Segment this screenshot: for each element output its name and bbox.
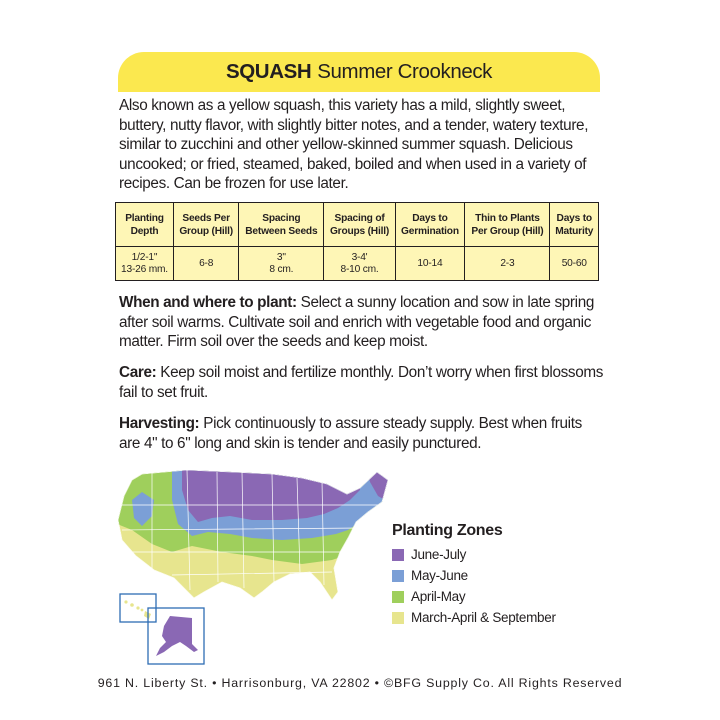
care-section bbox=[119, 363, 605, 402]
crop-name: SQUASH bbox=[225, 60, 312, 83]
footer-address: 961 N. Liberty St. • Harrisonburg, VA 22802 • ©BFG Supply Co. All Rights Reserved bbox=[97, 676, 623, 690]
care-text: Keep soil moist and fertilize monthly. Don’t worry when first blossoms fail to set fruit. bbox=[119, 364, 604, 401]
title-band bbox=[118, 52, 600, 92]
header-days-to-maturity: Days to Maturity bbox=[550, 203, 599, 247]
legend-item bbox=[392, 607, 556, 628]
when-where-heading: When and where to plant: bbox=[119, 294, 297, 311]
legend-label: April-May bbox=[411, 589, 466, 604]
harvesting-heading: Harvesting: bbox=[119, 415, 200, 432]
header-thin-to-plants: Thin to Plants Per Group (Hill) bbox=[465, 203, 550, 247]
zone-swatch bbox=[392, 549, 404, 561]
header-spacing-of-groups: Spacing of Groups (Hill) bbox=[324, 203, 395, 247]
legend-label: June-July bbox=[411, 547, 467, 562]
care-heading: Care: bbox=[119, 364, 157, 381]
value-seeds-per-group: 6-8 bbox=[174, 247, 239, 281]
hawaii-islands bbox=[124, 600, 151, 619]
header-days-to-germination: Days to Germination bbox=[395, 203, 465, 247]
value-planting-depth: 1/2-1" 13-26 mm. bbox=[116, 247, 174, 281]
when-where-to-plant bbox=[119, 293, 605, 352]
header-seeds-per-group: Seeds Per Group (Hill) bbox=[174, 203, 239, 247]
zone-swatch bbox=[392, 591, 404, 603]
header-spacing-between-seeds: Spacing Between Seeds bbox=[239, 203, 324, 247]
zone-swatch bbox=[392, 612, 404, 624]
legend-item bbox=[392, 565, 556, 586]
zone-swatch bbox=[392, 570, 404, 582]
planting-zones-legend bbox=[392, 522, 556, 628]
specs-value-row bbox=[116, 247, 599, 281]
intro-description: Also known as a yellow squash, this variety has a mild, slightly sweet, buttery, nutty flavor, with slightly bitter notes, and a tender, watery texture, similar to zucchini and other yellow-skinned summer squash. Delicious uncooked; or fried, steamed, baked, boiled and when used in a variety of recipes. Can be frozen for use later. bbox=[119, 97, 589, 192]
specs-header-row bbox=[116, 203, 599, 247]
legend-title: Planting Zones bbox=[392, 522, 503, 539]
legend-item bbox=[392, 586, 556, 607]
alaska-zone bbox=[156, 616, 198, 656]
legend-label: March-April & September bbox=[411, 610, 556, 625]
header-planting-depth: Planting Depth bbox=[116, 203, 174, 247]
value-days-to-maturity: 50-60 bbox=[550, 247, 599, 281]
mainland-zones bbox=[112, 460, 412, 670]
planting-specs-table bbox=[115, 202, 599, 281]
variety-name: Summer Crookneck bbox=[317, 60, 493, 83]
value-spacing-between-seeds: 3" 8 cm. bbox=[239, 247, 324, 281]
value-thin-to-plants: 2-3 bbox=[465, 247, 550, 281]
harvesting-section bbox=[119, 414, 605, 453]
value-spacing-of-groups: 3-4' 8-10 cm. bbox=[324, 247, 395, 281]
planting-zone-map bbox=[112, 460, 412, 670]
value-days-to-germination: 10-14 bbox=[395, 247, 465, 281]
legend-item bbox=[392, 544, 556, 565]
legend-label: May-June bbox=[411, 568, 468, 583]
when-where-text: Select a sunny location and sow in late spring after soil warms. Cultivate soil and enrich with vegetable food and organic matter. Firm soil over the seeds and keep moist. bbox=[119, 294, 595, 350]
harvesting-text: Pick continuously to assure steady supply. Best when fruits are 4" to 6" long and skin is tender and easily punctured. bbox=[119, 415, 582, 452]
